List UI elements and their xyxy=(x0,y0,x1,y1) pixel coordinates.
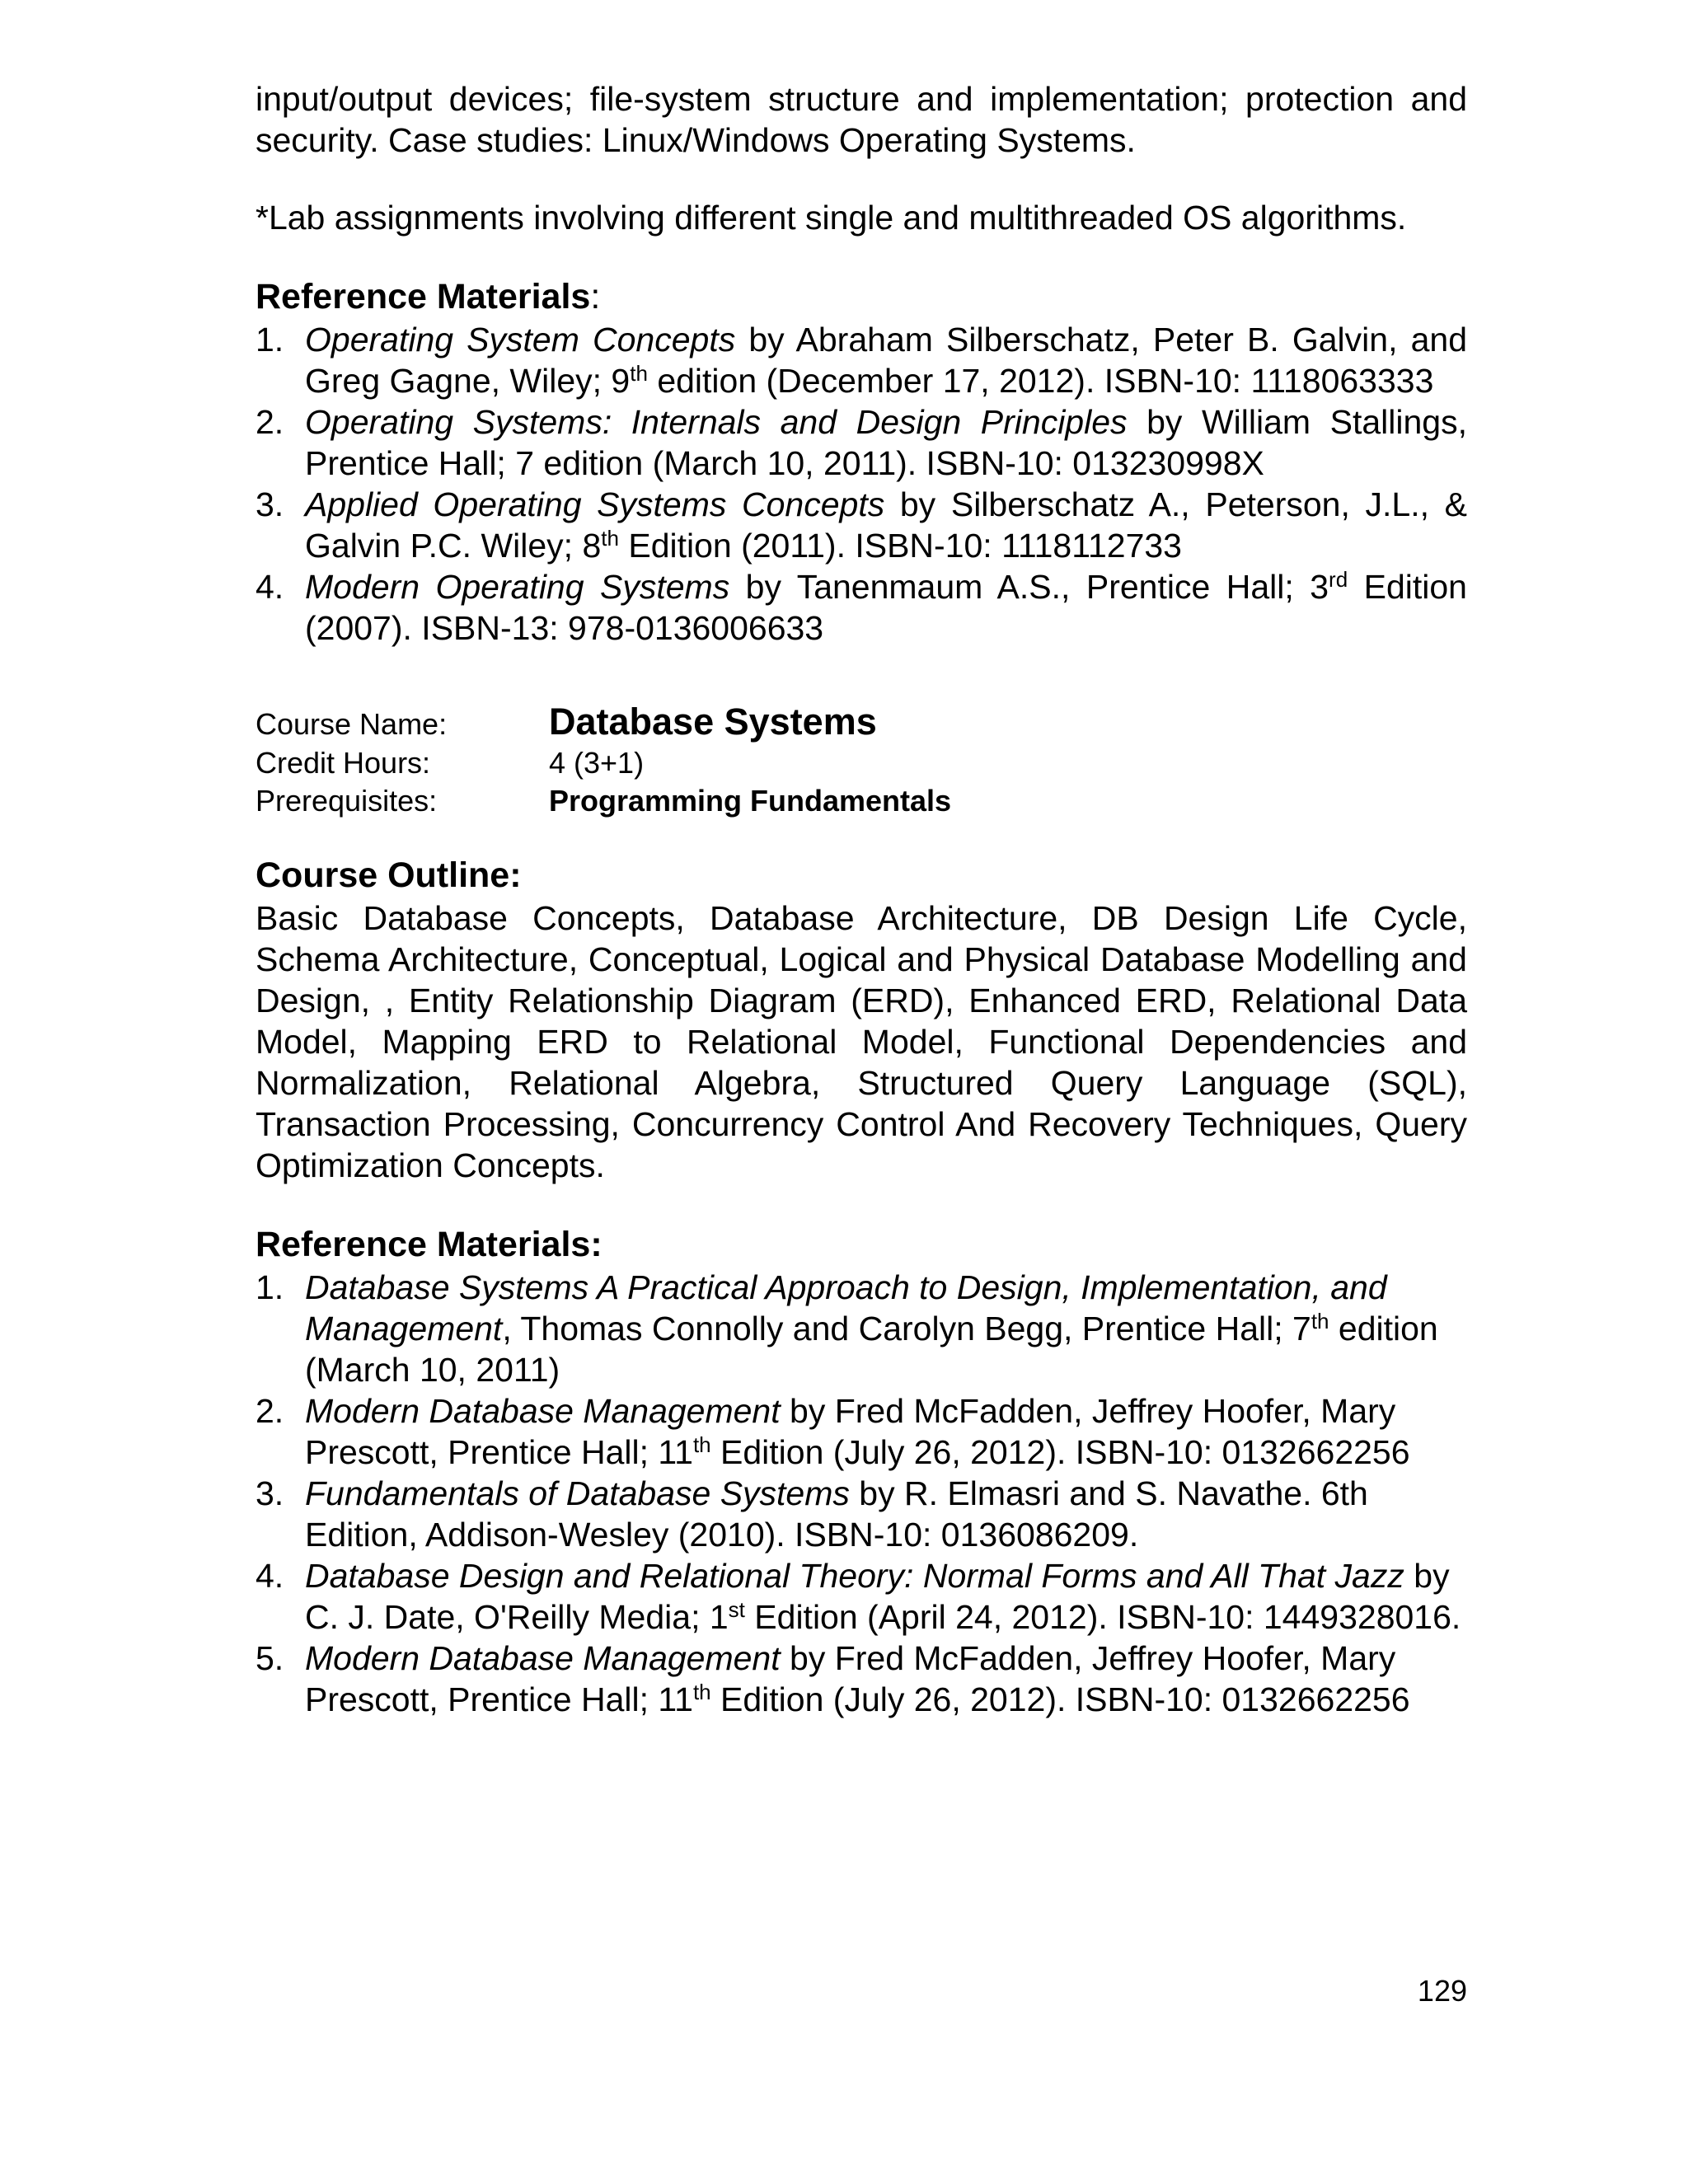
os-reference-heading-colon: : xyxy=(590,277,601,316)
reference-details-end: Edition (April 24, 2012). ISBN-10: 1449328016. xyxy=(744,1598,1461,1636)
reference-title: Applied Operating Systems Concepts xyxy=(305,485,885,523)
reference-item xyxy=(256,1638,1467,1720)
page-content xyxy=(256,78,1467,1720)
os-reference-heading xyxy=(256,274,1467,319)
credit-hours-row xyxy=(256,744,1467,782)
reference-title: Fundamentals of Database Systems xyxy=(305,1474,850,1512)
reference-ordinal-suffix: th xyxy=(630,361,648,386)
reference-text xyxy=(305,1267,1467,1390)
reference-details: by R. Elmasri and S. Navathe. 6th Edition, Addison-Wesley (2010). ISBN-10: 0136086209. xyxy=(305,1474,1368,1554)
reference-details: by Fred McFadden, Jeffrey Hoofer, Mary Prescott, Prentice Hall; 11 xyxy=(305,1639,1396,1718)
reference-item xyxy=(256,1390,1467,1473)
reference-details-end: Edition (2011). ISBN-10: 1118112733 xyxy=(618,527,1182,565)
reference-title: Operating Systems: Internals and Design Principles xyxy=(305,403,1128,441)
reference-title: Modern Database Management xyxy=(305,1639,781,1677)
reference-details: by William Stallings, Prentice Hall; 7 edition (March 10, 2011). ISBN-10: 013230998X xyxy=(305,403,1467,482)
page-number: 129 xyxy=(1417,1974,1467,2008)
reference-text xyxy=(305,319,1467,401)
reference-number: 1. xyxy=(256,321,284,359)
reference-number: 2. xyxy=(256,403,284,441)
reference-text xyxy=(305,1473,1467,1555)
reference-details-end: Edition (July 26, 2012). ISBN-10: 0132662256 xyxy=(710,1433,1410,1471)
reference-item xyxy=(256,484,1467,566)
reference-details-end: edition (December 17, 2012). ISBN-10: 1118063333 xyxy=(647,362,1434,400)
os-reference-heading-text: Reference Materials xyxy=(256,277,591,316)
reference-item xyxy=(256,566,1467,649)
reference-number: 2. xyxy=(256,1392,284,1430)
reference-item xyxy=(256,1473,1467,1555)
reference-details-end: Edition (July 26, 2012). ISBN-10: 0132662256 xyxy=(710,1680,1410,1718)
reference-ordinal-suffix: st xyxy=(728,1597,745,1622)
reference-title: Database Design and Relational Theory: Normal Forms and All That Jazz xyxy=(305,1557,1404,1595)
reference-number: 3. xyxy=(256,1474,284,1512)
reference-ordinal-suffix: th xyxy=(601,526,619,551)
reference-text xyxy=(305,1390,1467,1473)
reference-details: by Tanenmaum A.S., Prentice Hall; 3 xyxy=(729,568,1329,606)
course-name-row xyxy=(256,700,1467,744)
reference-number: 5. xyxy=(256,1639,284,1677)
prerequisites-label: Prerequisites: xyxy=(256,784,438,818)
reference-title: Modern Operating Systems xyxy=(305,568,730,606)
credit-hours-value: 4 (3+1) xyxy=(549,746,645,780)
reference-text xyxy=(305,566,1467,649)
reference-item xyxy=(256,319,1467,401)
course-outline-heading: Course Outline: xyxy=(256,855,522,895)
reference-ordinal-suffix: th xyxy=(1311,1309,1329,1333)
reference-title: Modern Database Management xyxy=(305,1392,781,1430)
reference-details: by C. J. Date, O'Reilly Media; 1 xyxy=(305,1557,1450,1636)
reference-text xyxy=(305,401,1467,484)
reference-details: by Abraham Silberschatz, Peter B. Galvin, and Greg Gagne, Wiley; 9 xyxy=(305,321,1468,400)
os-reference-list xyxy=(256,319,1467,649)
reference-title: Operating System Concepts xyxy=(305,321,736,359)
reference-details-end: Edition (2007). ISBN-13: 978-0136006633 xyxy=(305,568,1467,647)
reference-ordinal-suffix: th xyxy=(692,1680,711,1704)
reference-details: by Fred McFadden, Jeffrey Hoofer, Mary Prescott, Prentice Hall; 11 xyxy=(305,1392,1396,1471)
course-name-label: Course Name: xyxy=(256,707,448,741)
lab-note: *Lab assignments involving different single and multithreaded OS algorithms. xyxy=(256,199,1407,237)
reference-details: by Silberschatz A., Peterson, J.L., & Galvin P.C. Wiley; 8 xyxy=(305,485,1467,565)
course-info-block xyxy=(256,700,1467,820)
db-reference-list xyxy=(256,1267,1467,1720)
reference-item xyxy=(256,1267,1467,1390)
course-outline-text: Basic Database Concepts, Database Architecture, DB Design Life Cycle, Schema Architecture, Conceptual, Logical and Physical Database Modelling and Design, , Entity Relationship Diagram (ERD), Enhanced ERD, Relational Data Model, Mapping ERD to Relational Model, Functional Dependencies and Normalization, Relational Algebra, Structured Query Language (SQL), Transaction Processing, Concurrency Control And Recovery Techniques, Query Optimization Concepts. xyxy=(256,899,1467,1184)
reference-ordinal-suffix: rd xyxy=(1329,567,1348,592)
reference-number: 4. xyxy=(256,568,284,606)
db-reference-heading: Reference Materials: xyxy=(256,1225,603,1264)
credit-hours-label: Credit Hours: xyxy=(256,746,431,780)
reference-details: , Thomas Connolly and Carolyn Begg, Prentice Hall; 7 xyxy=(502,1310,1311,1347)
reference-ordinal-suffix: th xyxy=(692,1432,711,1457)
reference-number: 1. xyxy=(256,1268,284,1306)
intro-paragraph: input/output devices; file-system structure and implementation; protection and security. Case studies: Linux/Windows Operating Systems. xyxy=(256,80,1467,159)
reference-text xyxy=(305,1638,1467,1720)
course-name-value: Database Systems xyxy=(549,701,877,743)
reference-details-end: edition (March 10, 2011) xyxy=(305,1310,1438,1389)
reference-text xyxy=(305,484,1467,566)
reference-item xyxy=(256,1555,1467,1638)
reference-title: Database Systems A Practical Approach to Design, Implementation, and Management xyxy=(305,1268,1387,1347)
reference-item xyxy=(256,401,1467,484)
reference-number: 4. xyxy=(256,1557,284,1595)
prerequisites-value: Programming Fundamentals xyxy=(549,784,952,818)
reference-number: 3. xyxy=(256,485,284,523)
reference-text xyxy=(305,1555,1467,1638)
prerequisites-row xyxy=(256,782,1467,820)
